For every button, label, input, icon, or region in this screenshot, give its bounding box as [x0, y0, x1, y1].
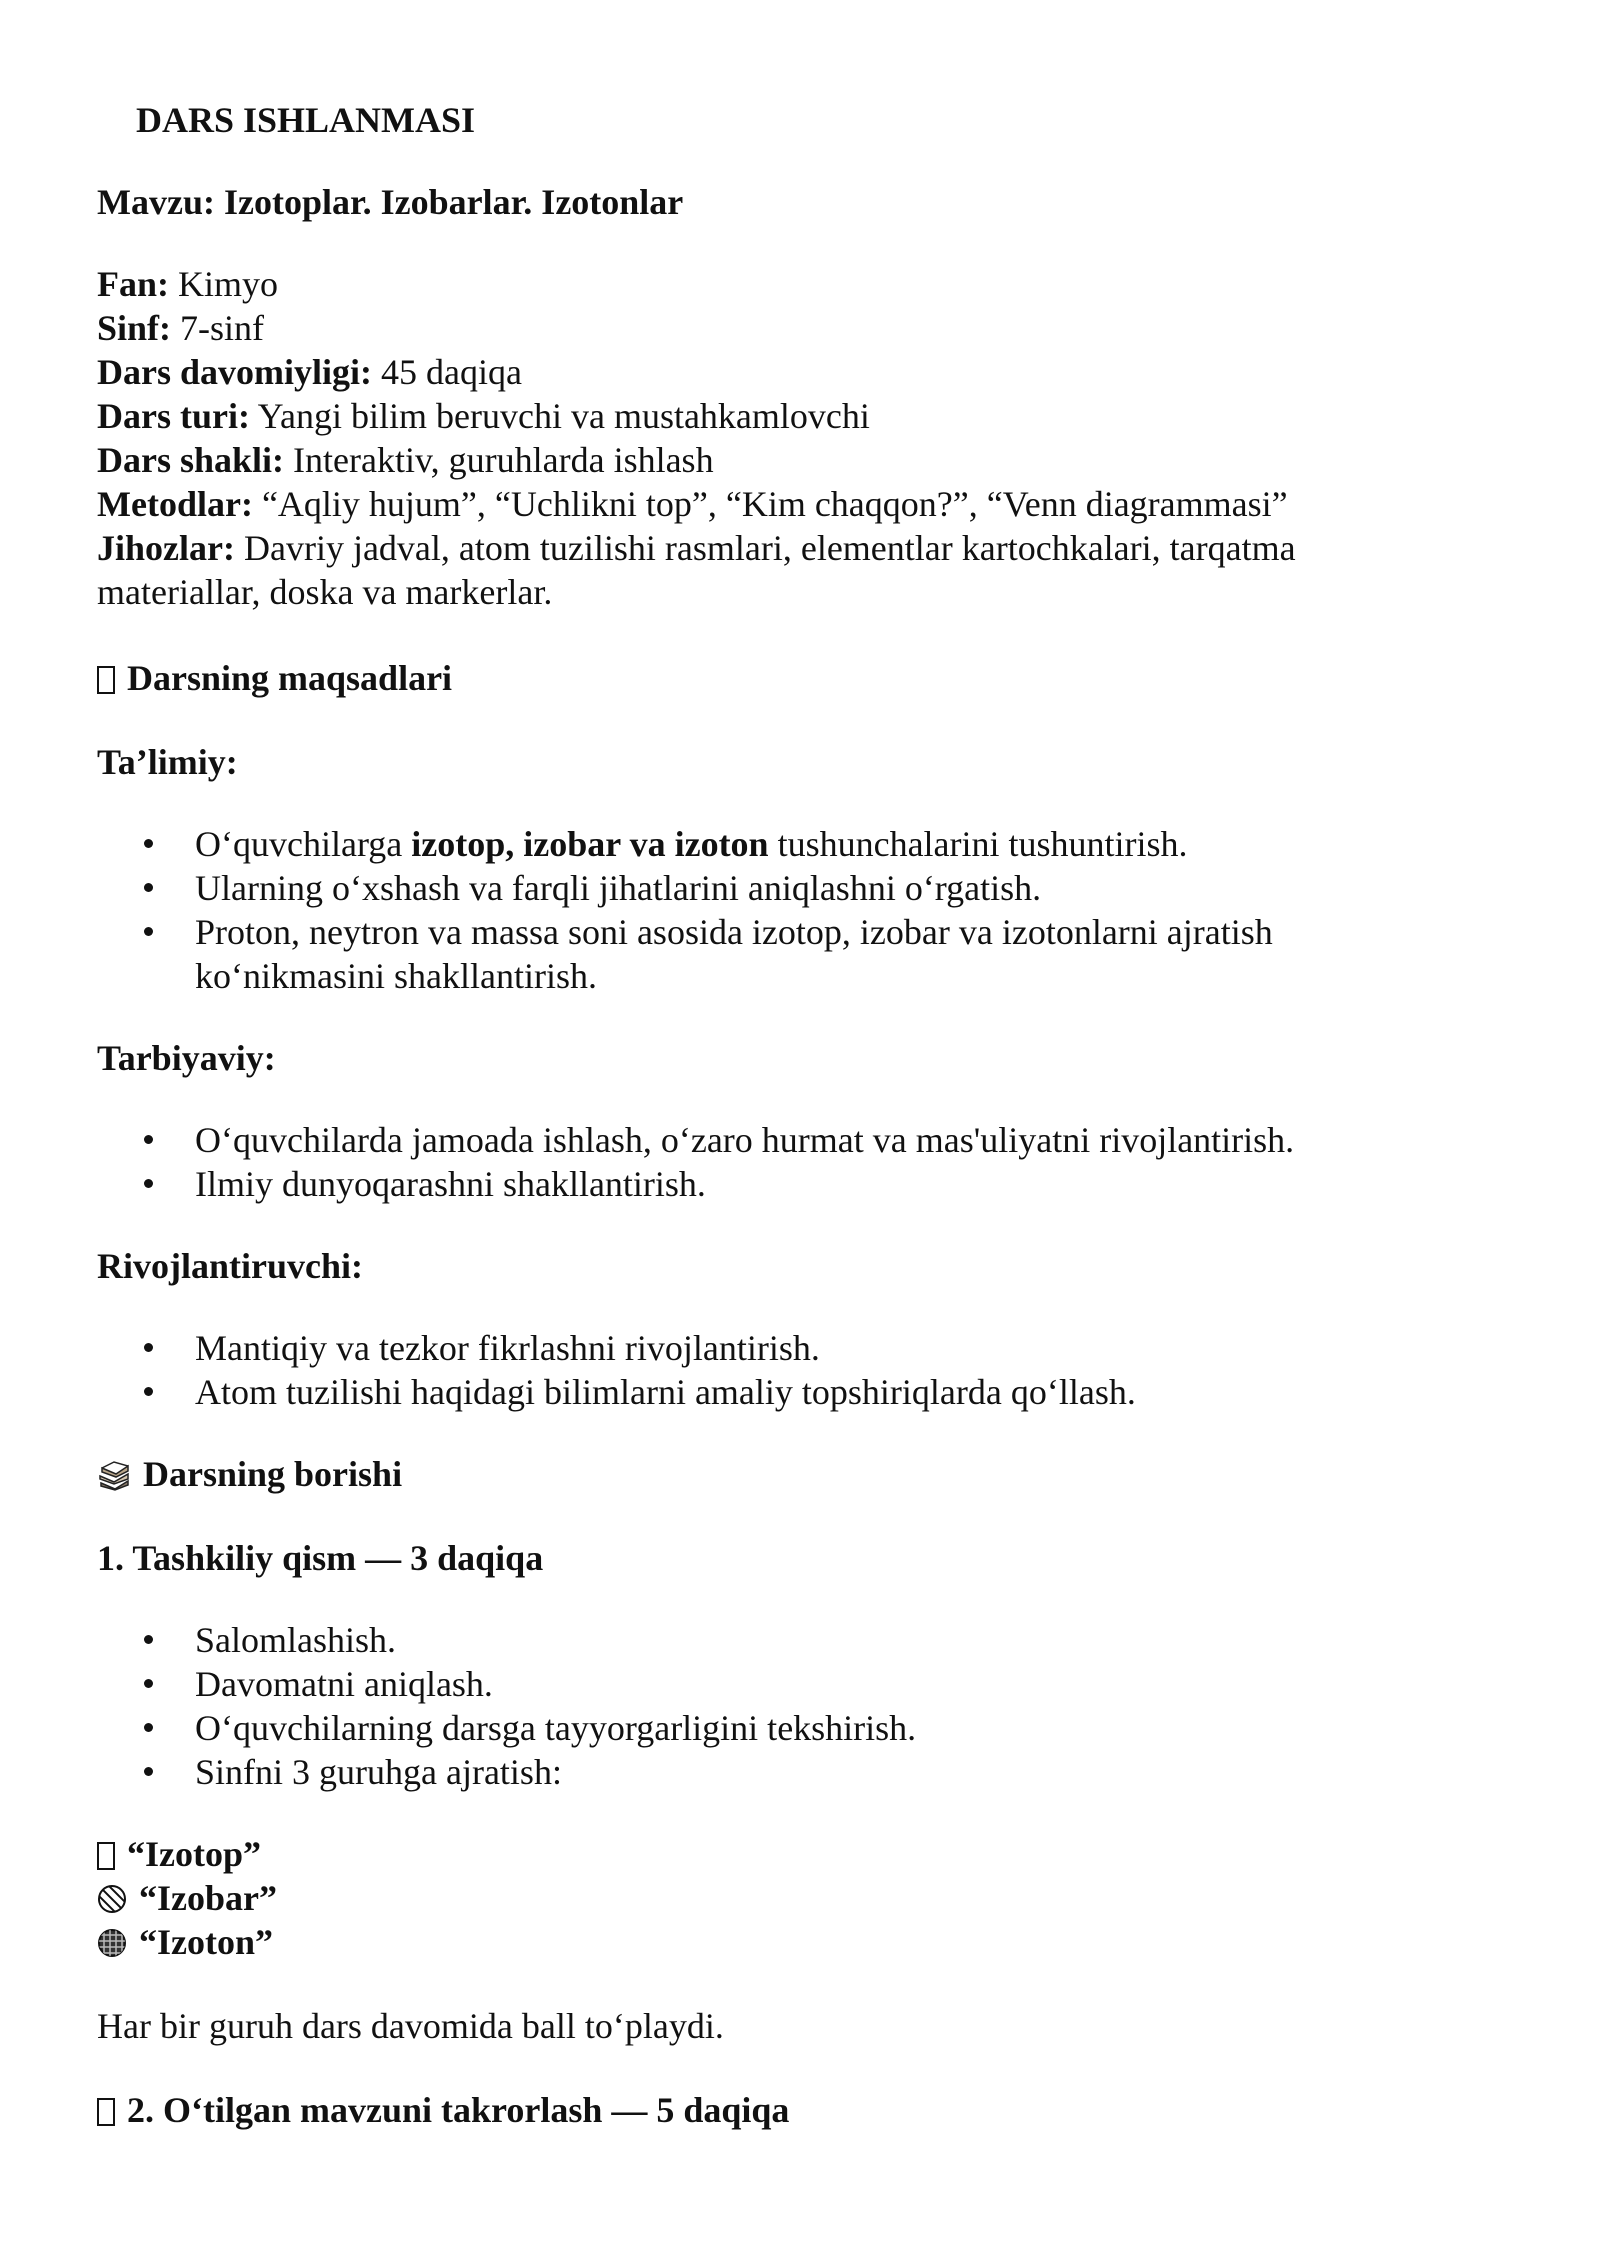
educational-list: [97, 822, 1427, 998]
list-item-text: Sinfni 3 guruhga ajratish:: [195, 1752, 562, 1792]
lesson-meta: [97, 262, 1427, 614]
group-izobar: [97, 1876, 1427, 1920]
stage1-heading: 1. Tashkiliy qism — 3 daqiqa: [97, 1538, 544, 1578]
list-item-text: Atom tuzilishi haqidagi bilimlarni amaliy topshiriqlarda qo‘llash.: [195, 1372, 1136, 1412]
meta-subject: [97, 262, 1427, 306]
goals-heading: [97, 656, 1427, 700]
grid-circle-icon: [97, 1928, 127, 1958]
list-item: [97, 910, 1427, 998]
meta-label: Sinf:: [97, 308, 172, 348]
list-item: [97, 1326, 1427, 1370]
process-heading: [97, 1452, 1427, 1496]
process-heading-text: Darsning borishi: [143, 1454, 403, 1494]
lesson-topic: Mavzu: Izotoplar. Izobarlar. Izotonlar: [97, 182, 684, 222]
developmental-heading: Rivojlantiruvchi:: [97, 1246, 363, 1286]
stage2-heading: [97, 2088, 1427, 2132]
list-item: [97, 1750, 1427, 1794]
meta-label: Dars shakli:: [97, 440, 285, 480]
list-item-text: Mantiqiy va tezkor fikrlashni rivojlantirish.: [195, 1328, 820, 1368]
group-izotop: [97, 1832, 1427, 1876]
list-item: [97, 1370, 1427, 1414]
educational-heading: Ta’limiy:: [97, 742, 238, 782]
stage1-list: [97, 1618, 1427, 1794]
list-item: [97, 866, 1427, 910]
missing-glyph-box-icon: [97, 666, 115, 694]
list-item: [97, 1118, 1427, 1162]
bullet-icon: [144, 1635, 153, 1644]
missing-glyph-box-icon: [97, 1842, 115, 1870]
list-item: [97, 1618, 1427, 1662]
group-name: “Izotop”: [127, 1834, 261, 1874]
bullet-icon: [144, 839, 153, 848]
list-item-text: Ilmiy dunyoqarashni shakllantirish.: [195, 1164, 706, 1204]
list-item: [97, 822, 1427, 866]
meta-label: Dars davomiyligi:: [97, 352, 372, 392]
meta-grade: [97, 306, 1427, 350]
list-item-text: Proton, neytron va massa soni asosida izotop, izobar va izotonlarni ajratish ko‘nikmasini shakllantirish.: [195, 912, 1273, 996]
bullet-icon: [144, 1343, 153, 1352]
meta-label: Metodlar:: [97, 484, 253, 524]
meta-value: Yangi bilim beruvchi va mustahkamlovchi: [249, 396, 870, 436]
meta-label: Fan:: [97, 264, 169, 304]
bullet-icon: [144, 927, 153, 936]
list-item-text: Salomlashish.: [195, 1620, 397, 1660]
meta-value: “Aqliy hujum”, “Uchlikni top”, “Kim chaqqon?”, “Venn diagrammasi”: [252, 484, 1288, 524]
meta-equipment: [97, 526, 1427, 614]
meta-value: Kimyo: [169, 264, 279, 304]
list-item-text: O‘quvchilarga: [195, 824, 412, 864]
group-name: “Izoton”: [139, 1922, 273, 1962]
upbringing-heading: Tarbiyaviy:: [97, 1038, 276, 1078]
group-list: [97, 1832, 1427, 1964]
bullet-icon: [144, 1723, 153, 1732]
meta-label: Dars turi:: [97, 396, 250, 436]
lesson-plan-document: [97, 98, 1427, 2172]
books-icon: [97, 1459, 131, 1491]
meta-lesson-form: [97, 438, 1427, 482]
missing-glyph-box-icon: [97, 2098, 115, 2126]
meta-duration: [97, 350, 1427, 394]
list-item-emphasis: izotop, izobar va izoton: [411, 824, 769, 864]
list-item-text: O‘quvchilarda jamoada ishlash, o‘zaro hurmat va mas'uliyatni rivojlantirish.: [195, 1120, 1295, 1160]
list-item: [97, 1662, 1427, 1706]
bullet-icon: [144, 1179, 153, 1188]
group-izoton: [97, 1920, 1427, 1964]
developmental-list: [97, 1326, 1427, 1414]
list-item-text: O‘quvchilarning darsga tayyorgarligini tekshirish.: [195, 1708, 917, 1748]
upbringing-list: [97, 1118, 1427, 1206]
list-item-text: Ularning o‘xshash va farqli jihatlarini aniqlashni o‘rgatish.: [195, 868, 1042, 908]
list-item-text: Davomatni aniqlash.: [195, 1664, 493, 1704]
list-item-text: tushunchalarini tushuntirish.: [768, 824, 1188, 864]
meta-lesson-type: [97, 394, 1427, 438]
meta-value: Davriy jadval, atom tuzilishi rasmlari, elementlar kartochkalari, tarqatma materiallar, doska va markerlar.: [97, 528, 1296, 612]
group-name: “Izobar”: [139, 1878, 277, 1918]
meta-value: 45 daqiqa: [372, 352, 522, 392]
meta-label: Jihozlar:: [97, 528, 235, 568]
list-item: [97, 1706, 1427, 1750]
bullet-icon: [144, 1679, 153, 1688]
bullet-icon: [144, 1387, 153, 1396]
hatched-circle-icon: [97, 1884, 127, 1914]
meta-methods: [97, 482, 1427, 526]
stage2-heading-text: 2. O‘tilgan mavzuni takrorlash — 5 daqiqa: [127, 2090, 790, 2130]
document-title: DARS ISHLANMASI: [136, 100, 476, 140]
bullet-icon: [144, 883, 153, 892]
bullet-icon: [144, 1767, 153, 1776]
points-note: Har bir guruh dars davomida ball to‘playdi.: [97, 2006, 724, 2046]
meta-value: Interaktiv, guruhlarda ishlash: [284, 440, 714, 480]
bullet-icon: [144, 1135, 153, 1144]
list-item: [97, 1162, 1427, 1206]
goals-heading-text: Darsning maqsadlari: [127, 658, 453, 698]
meta-value: 7-sinf: [171, 308, 265, 348]
